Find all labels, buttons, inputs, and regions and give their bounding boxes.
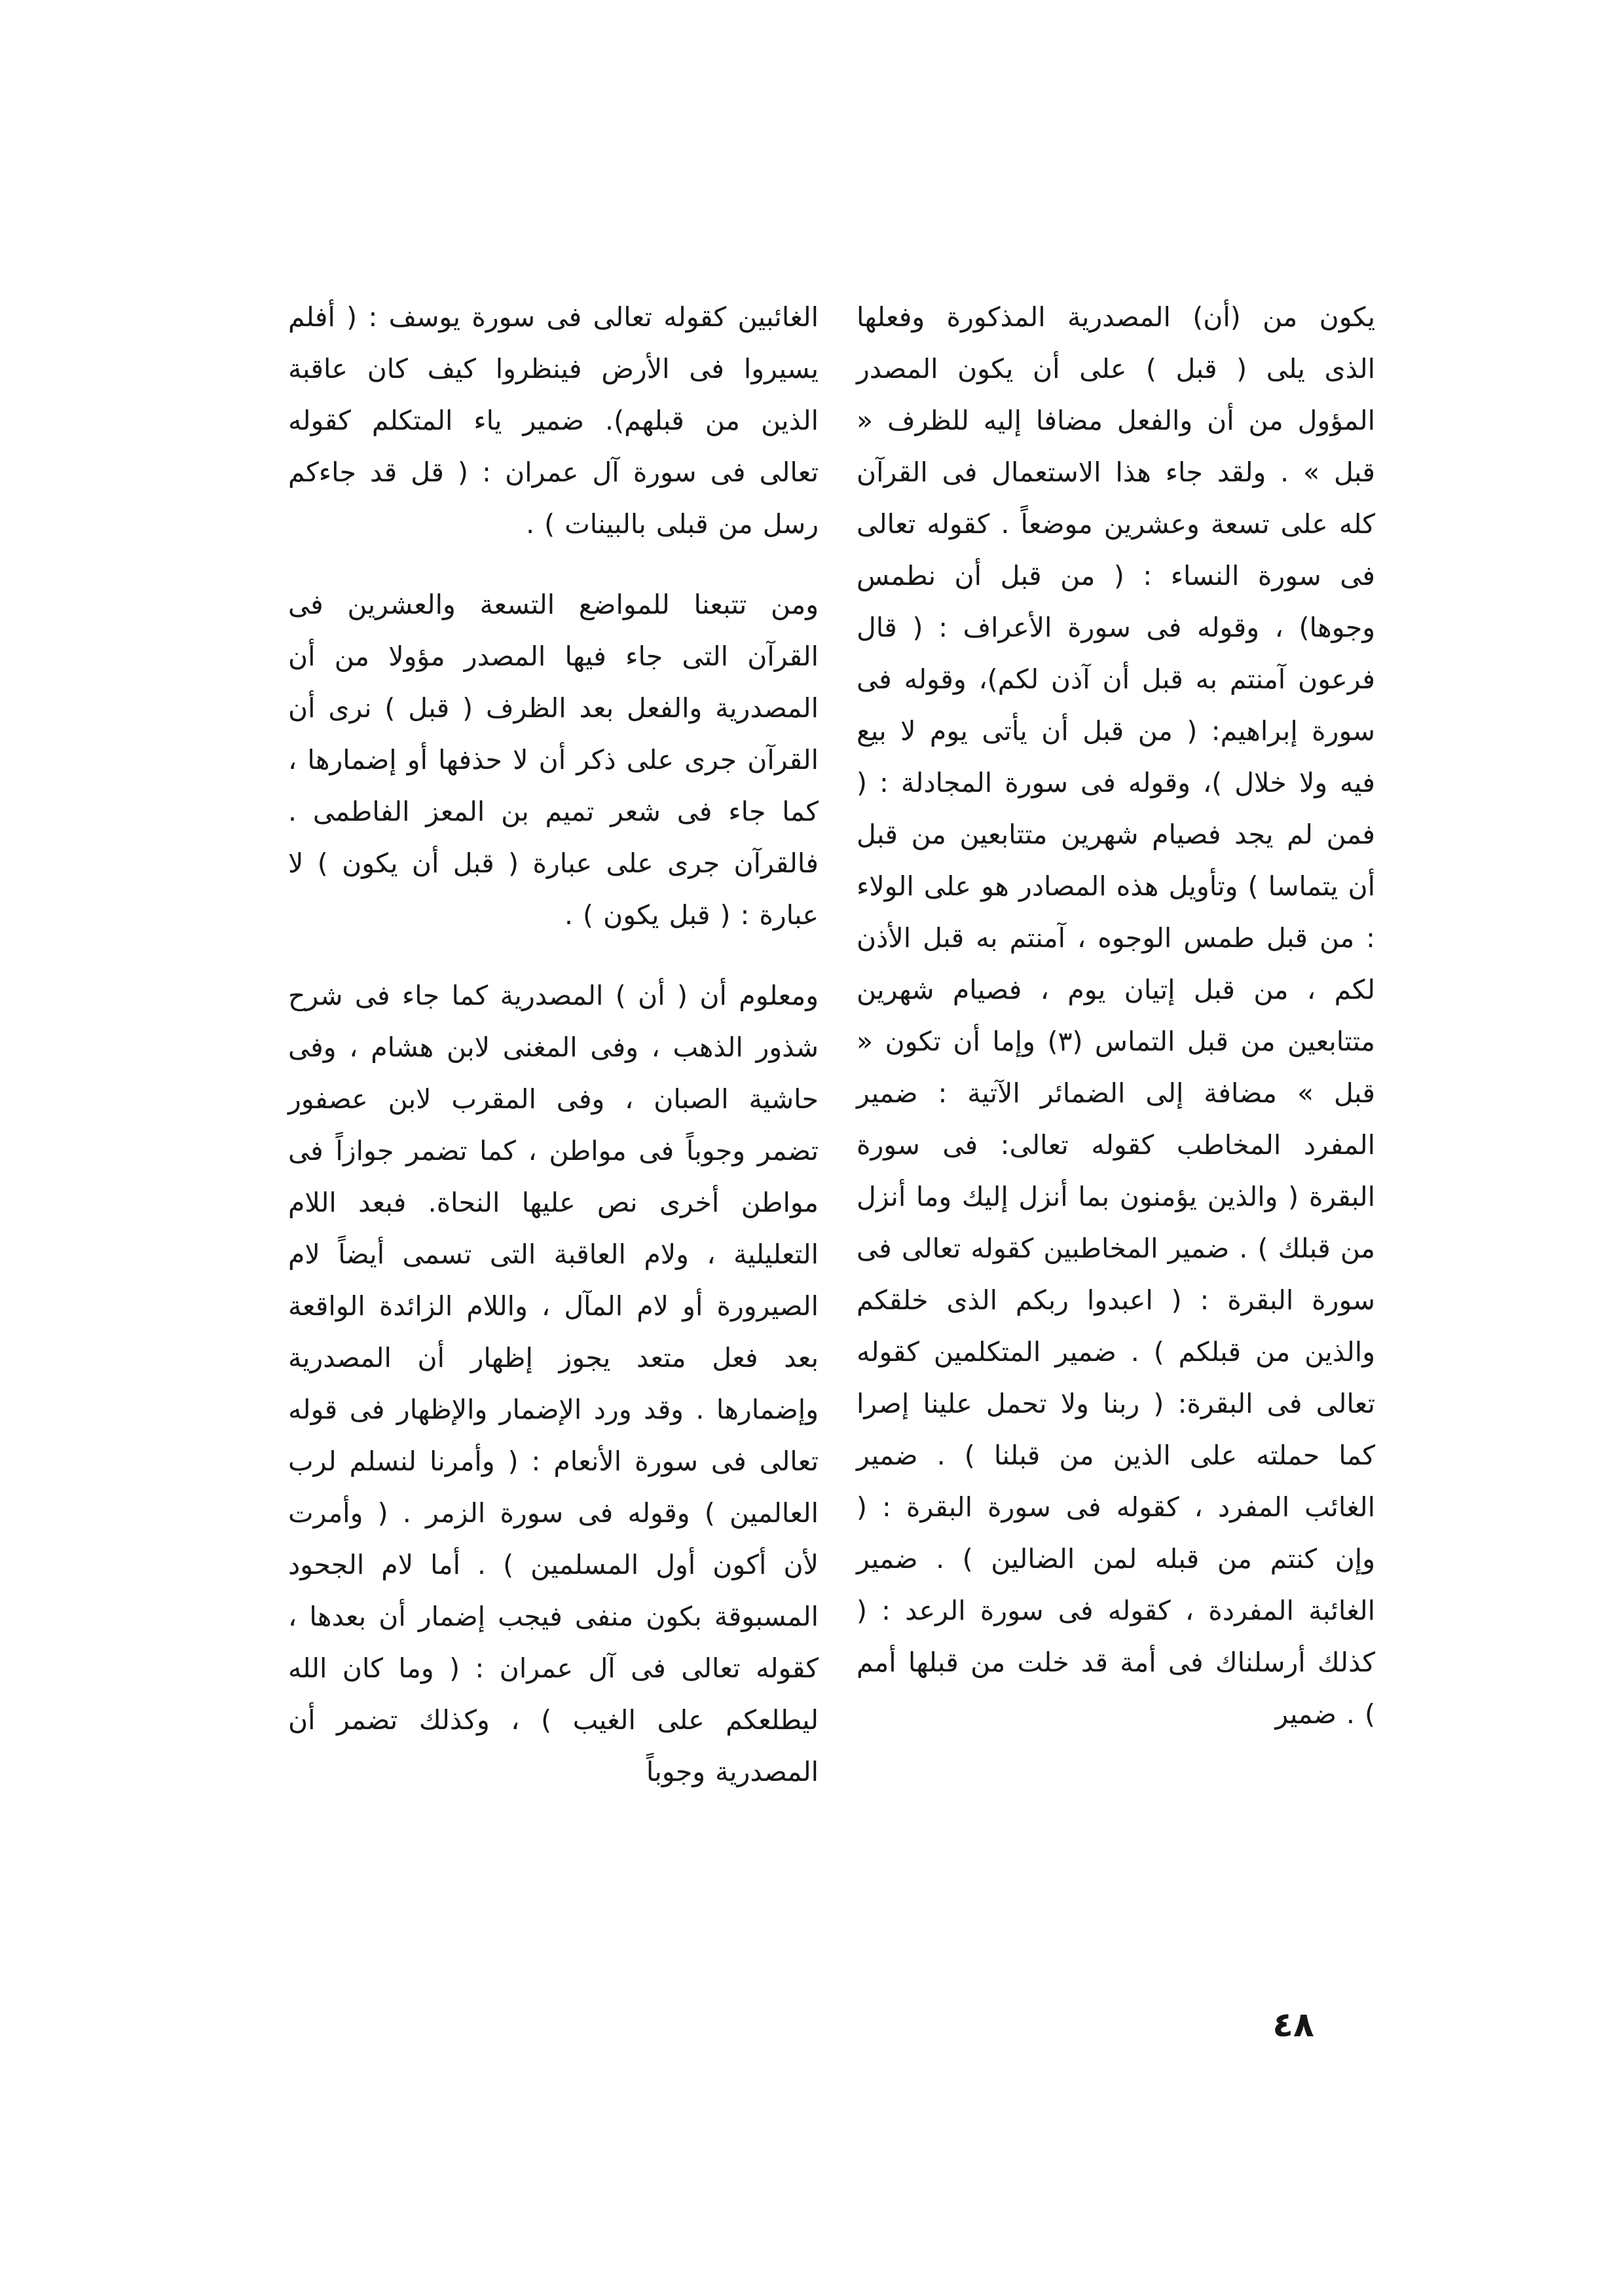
- right-text-column: [857, 291, 1375, 1740]
- page-number: ٤٨: [1272, 2006, 1314, 2045]
- left-text-column: [288, 291, 819, 1798]
- right-column-paragraph-1: يكون من (أن) المصدرية المذكورة وفعلها الذى يلى ( قبل ) على أن يكون المصدر المؤول من أن والفعل مضافا إليه للظرف « قبل » . ولقد جاء هذا الاستعمال فى القرآن كله على تسعة وعشرين موضعاً . كقوله تعالى فى سورة النساء : ( من قبل أن نطمس وجوها) ، وقوله فى سورة الأعراف : ( قال فرعون آمنتم به قبل أن آذن لكم)، وقوله فى سورة إبراهيم: ( من قبل أن يأتى يوم لا بيع فيه ولا خلال )، وقوله فى سورة المجادلة : ( فمن لم يجد فصيام شهرين متتابعين من قبل أن يتماسا ) وتأويل هذه المصادر هو على الولاء : من قبل طمس الوجوه ، آمنتم به قبل الأذن لكم ، من قبل إتيان يوم ، فصيام شهرين متتابعين من قبل التماس (٣) وإما أن تكون « قبل » مضافة إلى الضمائر الآتية : ضمير المفرد المخاطب كقوله تعالى: فى سورة البقرة ( والذين يؤمنون بما أنزل إليك وما أنزل من قبلك ) . ضمير المخاطبين كقوله تعالى فى سورة البقرة : ( اعبدوا ربكم الذى خلقكم والذين من قبلكم ) . ضمير المتكلمين كقوله تعالى فى البقرة: ( ربنا ولا تحمل علينا إصرا كما حملته على الذين من قبلنا ) . ضمير الغائب المفرد ، كقوله فى سورة البقرة : ( وإن كنتم من قبله لمن الضالين ) . ضمير الغائبة المفردة ، كقوله فى سورة الرعد : ( كذلك أرسلناك فى أمة قد خلت من قبلها أمم ) . ضمير: [857, 301, 1375, 1730]
- left-column-paragraph-1: الغائبين كقوله تعالى فى سورة يوسف : ( أفلم يسيروا فى الأرض فينظروا كيف كان عاقبة الذين من قبلهم). ضمير ياء المتكلم كقوله تعالى فى سورة آل عمران : ( قل قد جاءكم رسل من قبلى بالبينات ) .: [288, 301, 819, 540]
- left-column-paragraph-3: ومعلوم أن ( أن ) المصدرية كما جاء فى شرح شذور الذهب ، وفى المغنى لابن هشام ، وفى حاشية الصبان ، وفى المقرب لابن عصفور تضمر وجوباً فى مواطن ، كما تضمر جوازاً فى مواطن أخرى نص عليها النحاة. فبعد اللام التعليلية ، ولام العاقبة التى تسمى أيضاً لام الصيرورة أو لام المآل ، واللام الزائدة الواقعة بعد فعل متعد يجوز إظهار أن المصدرية وإضمارها . وقد ورد الإضمار والإظهار فى قوله تعالى فى سورة الأنعام : ( وأمرنا لنسلم لرب العالمين ) وقوله فى سورة الزمر . ( وأمرت لأن أكون أول المسلمين ) . أما لام الجحود المسبوقة بكون منفى فيجب إضمار أن بعدها ، كقوله تعالى فى آل عمران : ( وما كان الله ليطلعكم على الغيب ) ، وكذلك تضمر أن المصدرية وجوباً: [288, 980, 819, 1787]
- left-column-paragraph-2: ومن تتبعنا للمواضع التسعة والعشرين فى القرآن التى جاء فيها المصدر مؤولا من أن المصدرية والفعل بعد الظرف ( قبل ) نرى أن القرآن جرى على ذكر أن لا حذفها أو إضمارها ، كما جاء فى شعر تميم بن المعز الفاطمى . فالقرآن جرى على عبارة ( قبل أن يكون ) لا عبارة : ( قبل يكون ) .: [288, 589, 819, 931]
